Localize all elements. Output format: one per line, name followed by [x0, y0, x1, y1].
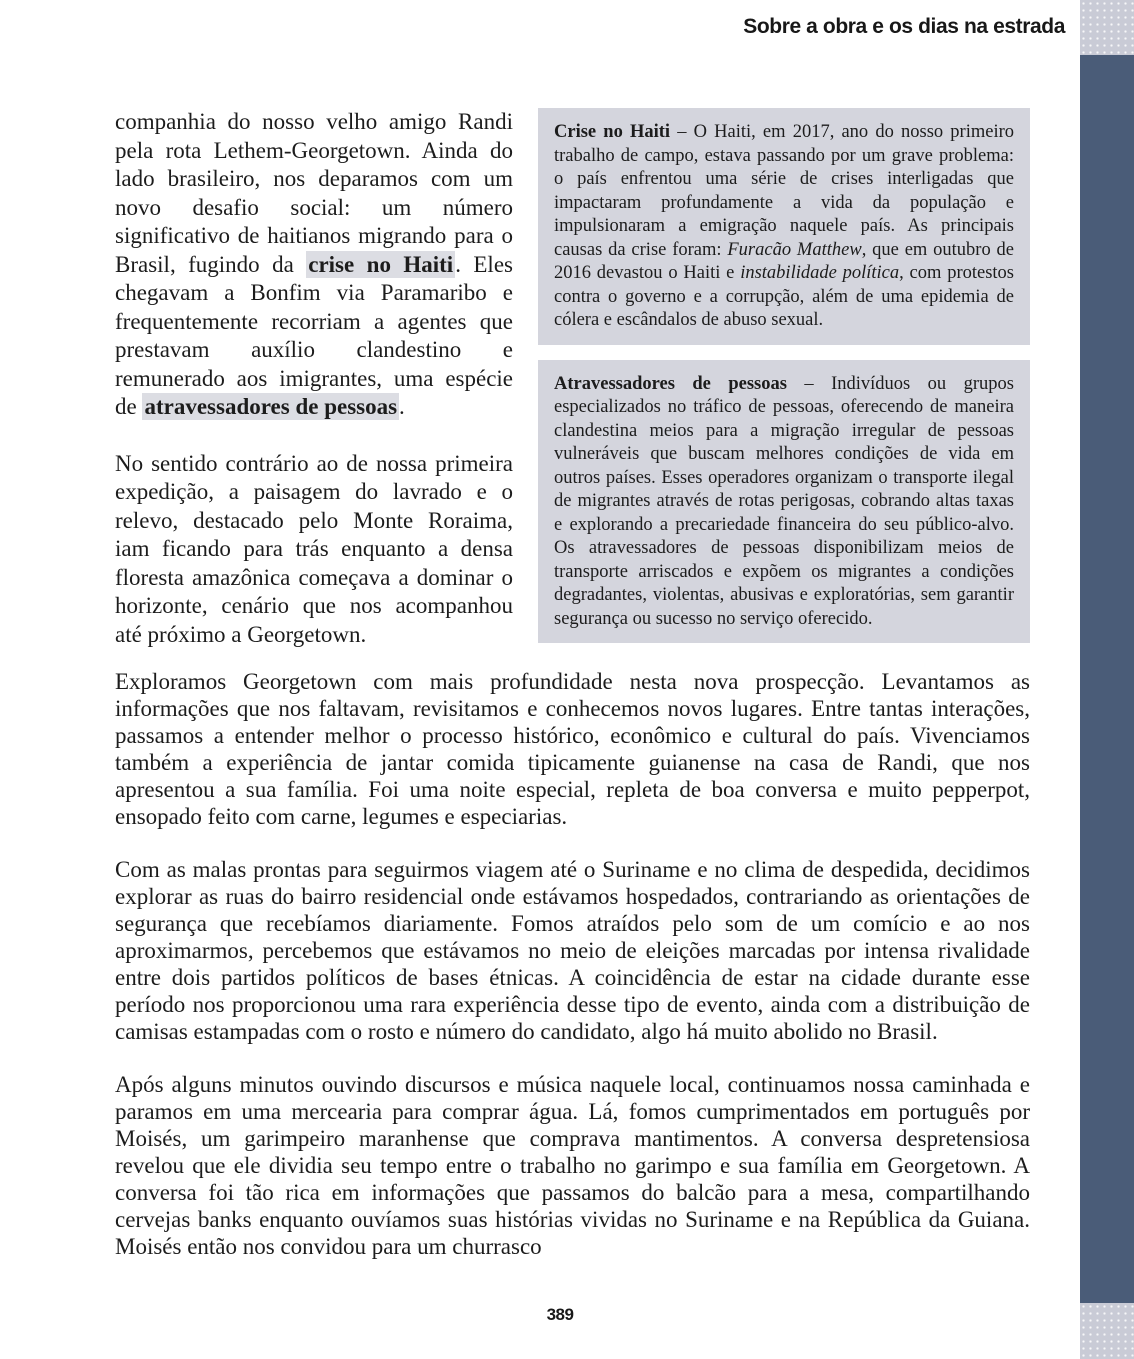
page-edge-decoration [1080, 0, 1134, 1359]
page-content [115, 108, 1030, 1260]
sidebar-top-gray-block [1080, 0, 1134, 55]
sidebar-bottom-gray-block [1080, 1303, 1134, 1359]
highlighted-term-crise-no-haiti: crise no Haiti [308, 251, 454, 277]
sidebox-text [554, 373, 1014, 632]
paragraph-text: companhia do nosso velho amigo Randi pela rota Lethem-Georgetown. Ainda do lado brasileiro, nos deparamos com um novo desafio social: um número significativo de haitianos migrando para o Brasil, fugindo da [115, 109, 513, 277]
sidebox-body-text: O Haiti, em 2017, ano do nosso primeiro trabalho de campo, estava passando por um grave problema: o país enfrentou uma série de crises interligadas que impactaram profundamente a vida da população e impulsionaram a emigração naquele país. As principais causas da crise foram: [554, 122, 1015, 260]
italic-term-instabilidade-politica: instabilidade política [740, 263, 900, 283]
running-header-title: Sobre a obra e os dias na estrada [743, 15, 1065, 38]
paragraph-text: . [399, 394, 405, 419]
body-paragraph-1 [115, 108, 513, 422]
sidebox-body-text: Indivíduos ou grupos especializados no tráfico de pessoas, oferecendo de maneira clandestina meios para a migração irregular de pessoas vulneráveis que buscam melhores condições de vida em outros países. Esses operadores organizam o transporte ilegal de migrantes através de rotas perigosas, cobrando altas taxas e explorando a precariedade financeira do seu público-alvo. Os atravessadores de pessoas disponibilizam meios de transporte arriscados e expõem os migrantes a condições degradantes, violentas, abusivas e exploratórias, sem garantir segurança ou sucesso no serviço oferecido. [554, 373, 1014, 629]
highlighted-term-atravessadores: atravessadores de pessoas [144, 394, 398, 419]
sidebox-atravessadores [538, 360, 1030, 644]
sidebox-title-separator: – [670, 122, 694, 142]
sidebox-title-separator: – [786, 373, 832, 394]
full-width-section [115, 668, 1030, 1260]
page-number: 389 [546, 1305, 574, 1324]
sidebar-blue-band [1080, 55, 1134, 1303]
two-column-section [115, 108, 1030, 649]
body-text-column [115, 108, 513, 649]
body-paragraph-4: Com as malas prontas para seguirmos viagem até o Suriname e no clima de despedida, decidimos explorar as ruas do bairro residencial onde estávamos hospedados, contrariando as orientações de segurança que recebíamos diariamente. Fomos atraídos pelo som de um comício e ao nos aproximarmos, percebemos que estávamos no meio de eleições marcadas por intensa rivalidade entre dois partidos políticos de bases étnicas. A coincidência de estar na cidade durante esse período nos proporcionou uma rara experiência desse tipo de evento, ainda com a distribuição de camisas estampadas com o rosto e número do candidato, algo há muito abolido no Brasil. [115, 857, 1030, 1044]
italic-term-furacao-matthew: Furacão Matthew [727, 239, 862, 260]
body-paragraph-5: Após alguns minutos ouvindo discursos e música naquele local, continuamos nossa caminhada e paramos em uma mercearia para comprar água. Lá, fomos cumprimentados em português por Moisés, um garimpeiro maranhense que comprava mantimentos. A conversa despretensiosa revelou que ele dividia seu tempo entre o trabalho no garimpo e sua família em Georgetown. A conversa foi tão rica em informações que passamos do balcão para a mesa, compartilhando cervejas banks enquanto ouvíamos suas histórias vividas no Suriname e na República da Guiana. Moisés então nos convidou para um churrasco [115, 1072, 1030, 1259]
sidebox-text [554, 121, 1014, 333]
sidebox-crise-no-haiti [538, 108, 1030, 345]
sidebox-title: Crise no Haiti [554, 122, 671, 142]
body-paragraph-3: Exploramos Georgetown com mais profundidade nesta nova prospecção. Levantamos as informações que nos faltavam, revisitamos e conhecemos novos lugares. Entre tantas interações, passamos a entender melhor o processo histórico, econômico e cultural do país. Vivenciamos também a experiência de jantar comida tipicamente guianense na casa de Randi, que nos apresentou a sua família. Foi uma noite especial, repleta de boa conversa e muito pepperpot, ensopado feito com carne, legumes e especiarias. [115, 669, 1030, 829]
sidebox-title: Atravessadores de pessoas [554, 373, 787, 394]
sidebox-column [538, 108, 1030, 643]
paragraph-text: . Eles chegavam a Bonfim via Paramaribo e frequentemente recorriam a agentes que prestavam auxílio clandestino e remunerado aos imigrantes, uma espécie de [115, 251, 513, 419]
body-paragraph-2: No sentido contrário ao de nossa primeira expedição, a paisagem do lavrado e o relevo, destacado pelo Monte Roraima, iam ficando para trás enquanto a densa floresta amazônica começava a dominar o horizonte, cenário que nos acompanhou até próximo a Georgetown. [115, 450, 513, 647]
sidebox-body-text: , com protestos contra o governo e a corrupção, além de uma epidemia de cólera e escândalos de abuso sexual. [554, 263, 1015, 330]
sidebox-body-text: , que em outubro de 2016 devastou o Haiti e [554, 239, 1015, 283]
